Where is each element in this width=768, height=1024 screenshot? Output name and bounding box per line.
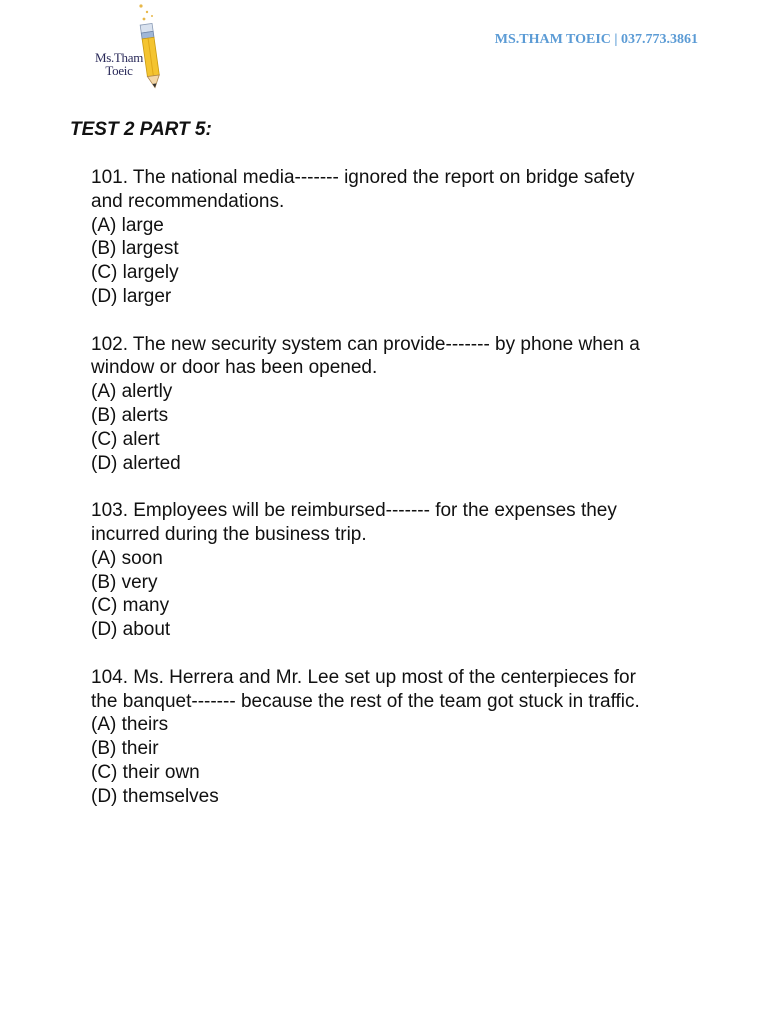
- question-104: [91, 666, 691, 809]
- option-a: (A) soon: [91, 547, 163, 569]
- question-stem: 101. The national media------- ignored the report on bridge safety: [91, 167, 635, 188]
- pencil-icon: [84, 2, 176, 92]
- logo-text-line1: Ms.Tham: [94, 50, 144, 65]
- question-stem: 102. The new security system can provide------- by phone when a: [91, 333, 640, 355]
- option-c: (C) alert: [91, 428, 160, 450]
- page-title: TEST 2 PART 5:: [70, 119, 212, 140]
- option-b: (B) largest: [91, 238, 179, 260]
- option-b: (B) their: [91, 738, 159, 760]
- option-a: (A) large: [91, 214, 164, 236]
- option-c: (C) their own: [91, 761, 200, 783]
- header-contact: MS.THAM TOEIC | 037.773.3861: [494, 32, 698, 47]
- option-d: (D) about: [91, 619, 171, 641]
- question-stem-continued: and recommendations.: [91, 190, 285, 212]
- logo-text-line2: Toeic: [105, 63, 133, 78]
- option-c: (C) largely: [91, 262, 179, 284]
- question-103: [91, 499, 691, 642]
- question-stem-continued: incurred during the business trip.: [91, 523, 367, 545]
- logo: [84, 2, 176, 92]
- question-102: [91, 333, 691, 476]
- option-a: (A) theirs: [91, 714, 169, 736]
- question-stem-continued: the banquet------- because the rest of the team got stuck in traffic.: [91, 690, 640, 712]
- option-d: (D) themselves: [91, 785, 219, 807]
- option-c: (C) many: [91, 595, 170, 617]
- option-a: (A) alertly: [91, 381, 173, 403]
- question-stem: 104. Ms. Herrera and Mr. Lee set up most of the centerpieces for: [91, 666, 636, 688]
- question-stem: 103. Employees will be reimbursed------- for the expenses they: [91, 500, 617, 522]
- option-d: (D) alerted: [91, 452, 181, 474]
- question-list: [91, 166, 691, 832]
- option-b: (B) very: [91, 571, 158, 593]
- question-101: [91, 166, 691, 309]
- question-stem-continued: window or door has been opened.: [91, 357, 378, 379]
- option-d: (D) larger: [91, 285, 172, 307]
- option-b: (B) alerts: [91, 404, 169, 426]
